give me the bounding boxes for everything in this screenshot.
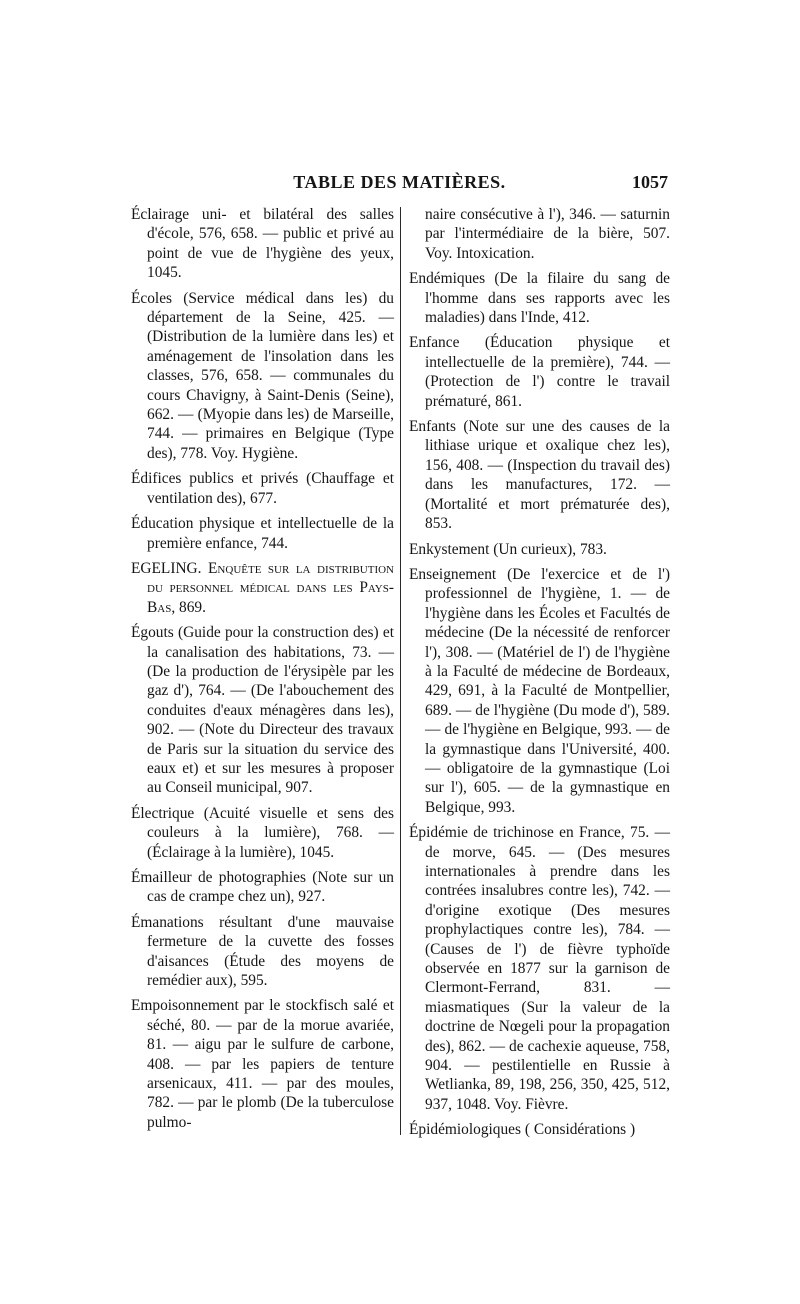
index-entry: Éducation physique et intellectuelle de la première enfance, 744. [131, 515, 394, 552]
index-entry: Enfants (Note sur une des causes de la lithiase urique et oxalique chez les), 156, 408. — (Inspection du travail des) dans les manufactures, 172. — (Mortalité et mort prématurée des), 853. [409, 418, 670, 533]
index-entry: Empoisonnement par le stockfisch salé et séché, 80. — par de la morue avariée, 81. — aigu par le sulfure de carbone, 408. — par les papiers de tenture arsenicaux, 411. — par des moules, 782. — par le plomb (De la tuberculose pulmo- [131, 997, 394, 1131]
index-entry: Enkystement (Un curieux), 783. [409, 540, 607, 558]
left-column [131, 205, 394, 1138]
index-entry: Écoles (Service médical dans les) du département de la Seine, 425. — (Distribution de la lumière dans les) et aménagement de l'insolation dans les classes, 576, 658. — communales du cours Chavigny, à Saint-Denis (Seine), 662. — (Myopie dans les) de Marseille, 744. — primaires en Belgique (Type des), 778. Voy. Hygiène. [131, 289, 394, 462]
index-entry: Émanations résultant d'une mauvaise fermeture de la cuvette des fosses d'aisances (Étude des moyens de remédier aux), 595. [131, 913, 394, 990]
index-entry: Égouts (Guide pour la construction des) et la canalisation des habitations, 73. — (De la production de l'érysipèle par les gaz d'), 764. — (De l'abouchement des conduites d'eaux ménagères dans les), 902. — (Note du Directeur des travaux de Paris sur la situation du service des eaux et) et sur les mesures à proposer au Conseil municipal, 907. [131, 624, 394, 797]
running-head [131, 172, 668, 198]
index-entry: Éclairage uni- et bilatéral des salles d'école, 576, 658. — public et privé au point de vue de l'hygiène des yeux, 1045. [131, 206, 394, 282]
index-entry: Épidémiologiques ( Considérations ) [409, 1121, 636, 1139]
page-number: 1057 [632, 172, 668, 192]
index-entry: Épidémie de trichinose en France, 75. — de morve, 645. — (Des mesures internationales à prendre dans les contrées insalubres contre les), 742. — d'origine exotique (Des mesures prophylactiques contre les), 784. — (Causes de l') de fièvre typhoïde observée en 1877 sur la garnison de Clermont-Ferrand, 831. — miasmatiques (Sur la valeur de la doctrine de Nœgeli pour la propagation des), 862. — de cachexie aqueuse, 758, 904. — pestilentielle en Russie à Wetlianka, 89, 198, 256, 350, 425, 512, 937, 1048. Voy. Fièvre. [409, 824, 670, 1113]
index-entry: EGELING. Enquête sur la distribution du personnel médical dans les Pays-Bas, 869. [131, 559, 394, 616]
index-entry: Endémiques (De la filaire du sang de l'homme dans ses rapports avec les maladies) dans l'Inde, 412. [409, 270, 670, 327]
index-entry-continued: naire consécutive à l'), 346. — saturnin par l'intermédiaire de la bière, 507. Voy. Intoxication. [425, 206, 670, 262]
index-entry: Édifices publics et privés (Chauffage et ventilation des), 677. [131, 470, 394, 507]
index-entry: Enfance (Éducation physique et intellectuelle de la première), 744. — (Protection de l') contre le travail prématuré, 861. [409, 334, 670, 410]
index-entry: Enseignement (De l'exercice et de l') professionnel de l'hygiène, 1. — de l'hygiène dans les Écoles et Facultés de médecine (De la nécessité de renforcer l'), 308. — (Matériel de l') de l'hygiène à la Faculté de médecine de Bordeaux, 429, 691, à la Faculté de Montpellier, 689. — de l'hygiène (Du mode d'), 589. — de l'hygiène en Belgique, 993. — de la gymnastique dans l'Université, 400. — obligatoire de la gymnastique (Loi sur l'), 605. — de la gymnastique en Belgique, 993. [409, 565, 670, 816]
running-title: TABLE DES MATIÈRES. [293, 172, 506, 192]
column-rule [400, 207, 401, 1135]
index-entry: Électrique (Acuité visuelle et sens des couleurs à la lumière), 768. — (Éclairage à la lumière), 1045. [131, 804, 394, 861]
index-entry: Émailleur de photographies (Note sur un cas de crampe chez un), 927. [131, 869, 394, 906]
right-column [409, 205, 670, 1146]
